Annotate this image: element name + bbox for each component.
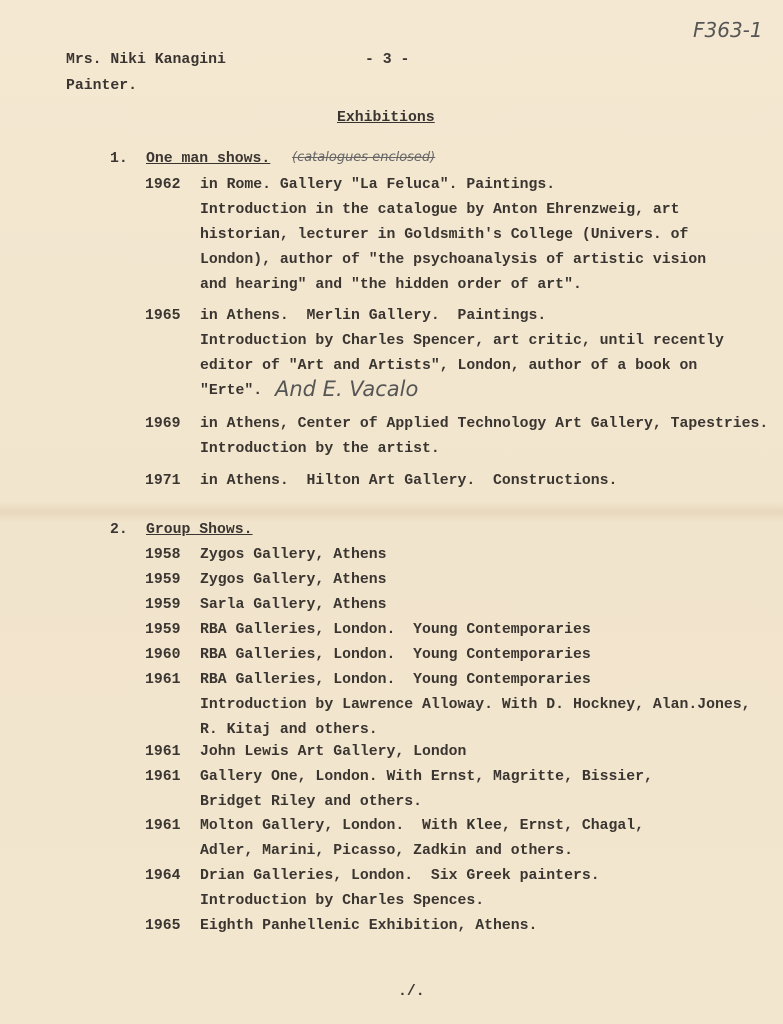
entry-year: 1961 bbox=[145, 769, 181, 785]
continued-mark: ./. bbox=[398, 984, 425, 1000]
entry-line: Introduction by Lawrence Alloway. With D. Hockney, Alan.Jones, bbox=[200, 697, 751, 713]
entry-year: 1958 bbox=[145, 547, 181, 563]
entry-line: RBA Galleries, London. Young Contemporaries bbox=[200, 672, 591, 688]
entry-line: RBA Galleries, London. Young Contemporaries bbox=[200, 622, 591, 638]
entry-year: 1965 bbox=[145, 308, 181, 324]
entry-line: Sarla Gallery, Athens bbox=[200, 597, 387, 613]
entry-year: 1961 bbox=[145, 744, 181, 760]
section-heading: One man shows. bbox=[146, 151, 271, 167]
entry-year: 1965 bbox=[145, 918, 181, 934]
section-number: 2. bbox=[110, 522, 128, 538]
entry-line: Introduction by Charles Spencer, art critic, until recently bbox=[200, 333, 724, 349]
section-number: 1. bbox=[110, 151, 128, 167]
entry-year: 1959 bbox=[145, 597, 181, 613]
entry-line: RBA Galleries, London. Young Contemporaries bbox=[200, 647, 591, 663]
entry-line: in Athens. Hilton Art Gallery. Constructions. bbox=[200, 473, 618, 489]
entry-year: 1961 bbox=[145, 818, 181, 834]
entry-line: London), author of "the psychoanalysis of artistic vision bbox=[200, 252, 707, 268]
entry-year: 1964 bbox=[145, 868, 181, 884]
entry-line: in Rome. Gallery "La Feluca". Paintings. bbox=[200, 177, 556, 193]
entry-line: Introduction by Charles Spences. bbox=[200, 893, 485, 909]
entry-year: 1971 bbox=[145, 473, 181, 489]
entry-line: and hearing" and "the hidden order of art". bbox=[200, 277, 582, 293]
page-title: Exhibitions bbox=[337, 110, 435, 126]
entry-line: "Erte". bbox=[200, 383, 263, 399]
entry-line: in Athens, Center of Applied Technology Art Gallery, Tapestries. bbox=[200, 416, 769, 432]
header-profession: Painter. bbox=[66, 78, 138, 94]
entry-line: Adler, Marini, Picasso, Zadkin and others. bbox=[200, 843, 573, 859]
entry-line: John Lewis Art Gallery, London bbox=[200, 744, 467, 760]
entry-line: Zygos Gallery, Athens bbox=[200, 572, 387, 588]
entry-year: 1961 bbox=[145, 672, 181, 688]
page-number: - 3 - bbox=[365, 52, 410, 68]
entry-line: editor of "Art and Artists", London, author of a book on bbox=[200, 358, 698, 374]
entry-line: in Athens. Merlin Gallery. Paintings. bbox=[200, 308, 547, 324]
entry-line: Drian Galleries, London. Six Greek painters. bbox=[200, 868, 600, 884]
entry-line: R. Kitaj and others. bbox=[200, 722, 378, 738]
entry-year: 1959 bbox=[145, 572, 181, 588]
struck-annotation: (catalogues enclosed) bbox=[292, 150, 436, 165]
entry-year: 1959 bbox=[145, 622, 181, 638]
entry-line: historian, lecturer in Goldsmith's College (Univers. of bbox=[200, 227, 689, 243]
entry-year: 1960 bbox=[145, 647, 181, 663]
entry-line: Eighth Panhellenic Exhibition, Athens. bbox=[200, 918, 538, 934]
entry-year: 1962 bbox=[145, 177, 181, 193]
reference-number: F363-1 bbox=[693, 18, 763, 42]
entry-year: 1969 bbox=[145, 416, 181, 432]
entry-line: Gallery One, London. With Ernst, Magritte, Bissier, bbox=[200, 769, 653, 785]
entry-line: Molton Gallery, London. With Klee, Ernst, Chagal, bbox=[200, 818, 644, 834]
handwritten-note: And E. Vacalo bbox=[275, 377, 419, 401]
section-heading: Group Shows. bbox=[146, 522, 253, 538]
entry-line: Introduction in the catalogue by Anton Ehrenzweig, art bbox=[200, 202, 680, 218]
entry-line: Introduction by the artist. bbox=[200, 441, 440, 457]
entry-line: Bridget Riley and others. bbox=[200, 794, 422, 810]
header-name: Mrs. Niki Kanagini bbox=[66, 52, 226, 68]
entry-line: Zygos Gallery, Athens bbox=[200, 547, 387, 563]
